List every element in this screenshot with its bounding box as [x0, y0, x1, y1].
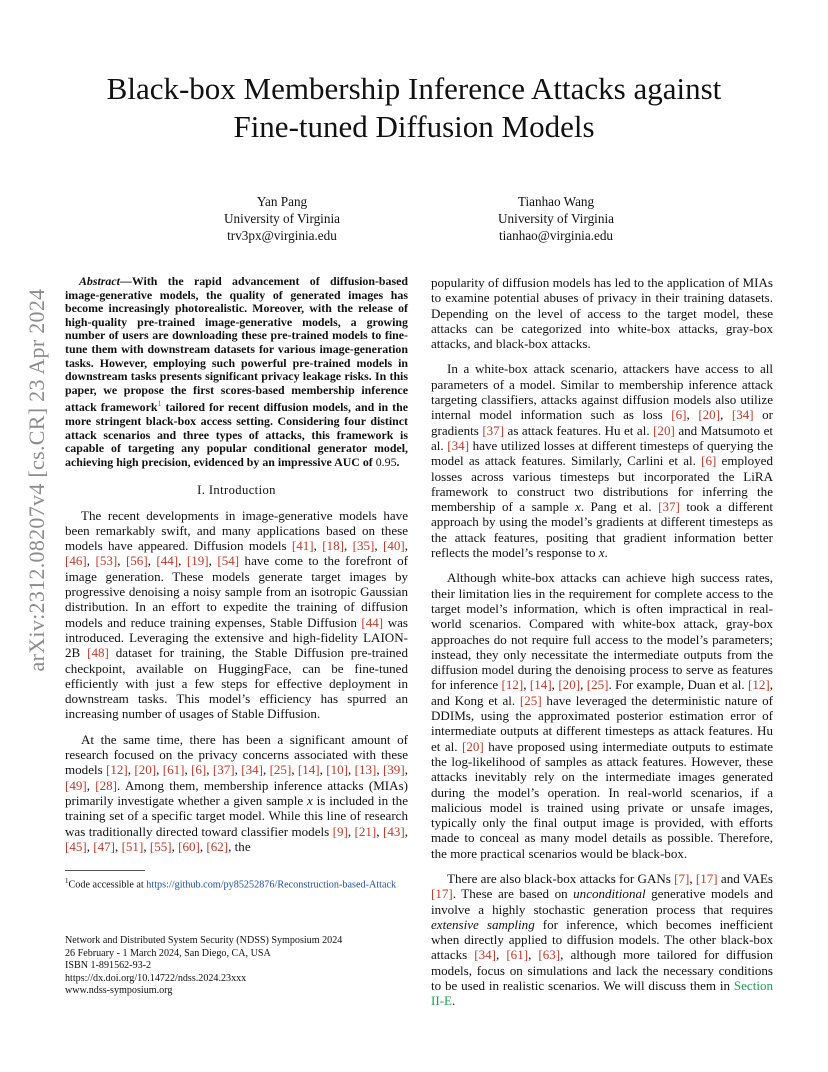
- paragraph: There are also black-box attacks for GANs [7], [17] and VAEs [17]. These are based on unconditional generative models and involve a highly stochastic generation process that requires extensive sampling for inference, which becomes inefficient when directly applied to diffusion models. The other black-box attacks [34], [61], [63], although more tailored for diffusion models, focus on simulations and lack the necessary conditions to be used in realistic scenarios. We will discuss them in Section II-E.: [431, 870, 773, 1009]
- citation-link[interactable]: [20]: [698, 407, 721, 423]
- citation-link[interactable]: [39]: [382, 762, 405, 778]
- citation-link[interactable]: [6]: [701, 453, 717, 469]
- citation-link[interactable]: [43]: [382, 823, 405, 839]
- doi-link[interactable]: https://dx.doi.org/10.14722/ndss.2024.23xxx: [65, 972, 247, 984]
- paragraph: At the same time, there has been a significant amount of research focused on the privacy concerns associated with these models [12], [20], [61], [6], [37], [34], [25], [14], [10], [13], [39], [49], [28]. Among them, membership inference attacks (MIAs) primarily investigate whether a given sample x is included in the training set of a specific target model. While this line of research was traditionally directed toward classifier models [9], [21], [43], [45], [47], [51], [55], [60], [62], the: [65, 731, 408, 854]
- author-block-1: [182, 193, 382, 244]
- arxiv-identifier: arXiv:2312.08207v4 [cs.CR] 23 Apr 2024: [24, 288, 49, 672]
- citation-link[interactable]: [53]: [95, 553, 118, 569]
- footnote-number: 1: [65, 877, 69, 885]
- title-line-2: Fine-tuned Diffusion Models: [233, 109, 595, 144]
- author-email[interactable]: trv3px@virginia.edu: [227, 228, 337, 243]
- citation-link[interactable]: [20]: [653, 422, 675, 438]
- author-email[interactable]: tianhao@virginia.edu: [498, 228, 614, 243]
- abstract-text-3: .: [396, 454, 400, 469]
- citation-link[interactable]: [61]: [506, 947, 529, 963]
- citation-link[interactable]: [6]: [671, 407, 687, 423]
- conference-line: 26 February - 1 March 2024, San Diego, CA, USA: [65, 947, 271, 959]
- author-affiliation: University of Virginia: [224, 211, 340, 226]
- section-link[interactable]: Section II-E: [431, 978, 773, 1009]
- citation-link[interactable]: [60]: [178, 838, 200, 854]
- abstract-text-2: tailored for recent diffusion models, and in the more stringent black-box access setting. Considering four distinct attack scenarios and three types of attacks, this framework is capable of targeting any popular conditional generator model, achieving high precision, evidenced by an impressive AUC of: [65, 400, 408, 469]
- conference-info: [65, 935, 410, 998]
- conference-line: Network and Distributed System Security (NDSS) Symposium 2024: [65, 935, 343, 946]
- citation-link[interactable]: [48]: [87, 645, 109, 661]
- section-heading-introduction: I. Introduction: [197, 483, 276, 498]
- citation-link[interactable]: [61]: [162, 762, 185, 778]
- paragraph: In a white-box attack scenario, attackers have access to all parameters of a model. Similar to membership inference attack targeting classifiers, attacks against diffusion models also utilize internal model information such as loss [6], [20], [34] or gradients [37] as attack features. Hu et al. [20] and Matsumoto et al. [34] have utilized losses at different timesteps of querying the model as attack features. Similarly, Carlini et al. [6] employed losses across various timesteps but incorporated the LiRA framework to construct two distributions for inferring the membership of a sample x. Pang et al. [37] took a different approach by using the model’s gradients at different timesteps as the attack features, positing that gradient information better reflects the model’s response to x.: [431, 361, 774, 561]
- math-variable: x: [307, 792, 313, 808]
- citation-link[interactable]: [44]: [156, 553, 179, 569]
- citation-link[interactable]: [25]: [519, 692, 542, 708]
- author-name: Yan Pang: [256, 194, 308, 209]
- code-repository-link[interactable]: https://github.com/py85252876/Reconstruction-based-Attack: [146, 879, 397, 891]
- citation-link[interactable]: [37]: [658, 499, 680, 515]
- left-column: [65, 275, 408, 864]
- conference-line: ISBN 1-891562-93-2: [65, 960, 152, 971]
- abstract: [65, 275, 408, 469]
- emphasis: extensive sampling: [431, 916, 535, 932]
- citation-link[interactable]: [34]: [731, 407, 754, 423]
- citation-link[interactable]: [7]: [674, 870, 690, 886]
- citation-link[interactable]: [47]: [93, 838, 116, 854]
- citation-link[interactable]: [21]: [354, 823, 377, 839]
- citation-link[interactable]: [6]: [191, 762, 207, 778]
- math-variable: x: [598, 545, 605, 561]
- citation-link[interactable]: [41]: [291, 538, 314, 554]
- abstract-auc-value: 0.95: [375, 454, 397, 469]
- author-block-2: [456, 193, 656, 244]
- citation-link[interactable]: [18]: [322, 538, 344, 554]
- citation-link[interactable]: [20]: [462, 738, 484, 754]
- citation-link[interactable]: [14]: [529, 677, 552, 693]
- citation-link[interactable]: [34]: [447, 437, 470, 453]
- citation-link[interactable]: [49]: [65, 777, 87, 793]
- citation-link[interactable]: [13]: [354, 762, 377, 778]
- citation-link[interactable]: [34]: [241, 762, 263, 778]
- citation-link[interactable]: [20]: [134, 762, 157, 778]
- paragraph: The recent developments in image-generative models have been remarkably swift, and many applications based on these models have appeared. Diffusion models [41], [18], [35], [40], [46], [53], [56], [44], [19], [54] have come to the forefront of image generation. These models generate target images by progressive denoising a noisy sample from an isotropic Gaussian distribution. In an effort to expedite the training of diffusion models and reduce training expenses, Stable Diffusion [44] was introduced. Leveraging the extensive and high-fidelity LAION-2B [48] dataset for training, the Stable Diffusion pre-trained checkpoint, available on HuggingFace, can be fine-tuned efficiently with just a few steps for effective deployment in downstream tasks. This model’s efficiency has spurred an increasing number of usages of Stable Diffusion.: [65, 507, 409, 722]
- abstract-label: Abstract: [79, 274, 120, 288]
- citation-link[interactable]: [44]: [361, 614, 384, 630]
- citation-link[interactable]: [17]: [695, 870, 718, 886]
- footnote-rule: [65, 870, 145, 871]
- footnote: [65, 875, 410, 892]
- citation-link[interactable]: [12]: [106, 762, 128, 778]
- citation-link[interactable]: [12]: [748, 677, 770, 693]
- citation-link[interactable]: [17]: [431, 886, 453, 902]
- title-line-1: Black-box Membership Inference Attacks against: [106, 71, 722, 106]
- citation-link[interactable]: [10]: [326, 762, 348, 778]
- footnote-marker[interactable]: 1: [157, 399, 162, 409]
- paragraph: Although white-box attacks can achieve high success rates, their limitation lies in the requirement for complete access to the target model’s information, which is often impractical in real-world scenarios. Compared with white-box attack, gray-box approaches do not require full access to the model’s parameters; instead, they only necessitate the intermediate outputs from the diffusion model during the denoising process to serve as features for inference [12], [14], [20], [25]. For example, Duan et al. [12], and Kong et al. [25] have leveraged the deterministic nature of DDIMs, using the approximated posterior estimation error of intermediate outputs at different timesteps as attack features. Hu et al. [20] have proposed using intermediate outputs to estimate the log-likelihood of samples as attack features. However, these attacks inevitably rely on the intermediate images generated during the model’s operation. In real-world scenarios, if a malicious model is trained using private or unsafe images, typically only the final output image is provided, with efforts made to conceal as many model details as possible. Therefore, the more practical scenarios would be black-box.: [431, 570, 774, 861]
- website-link[interactable]: www.ndss-symposium.org: [65, 985, 173, 996]
- citation-link[interactable]: [20]: [558, 677, 581, 693]
- arxiv-side-stamp: [24, 285, 50, 675]
- citation-link[interactable]: [63]: [538, 947, 561, 963]
- citation-link[interactable]: [14]: [297, 762, 320, 778]
- citation-link[interactable]: [55]: [149, 838, 172, 854]
- citation-link[interactable]: [34]: [474, 947, 497, 963]
- citation-link[interactable]: [19]: [186, 553, 209, 569]
- citation-link[interactable]: [37]: [212, 762, 235, 778]
- abstract-text-1: —With the rapid advancement of diffusion-based image-generative models, the quality of generated images has become increasingly photorealistic. Moreover, with the release of high-quality pre-trained image-generative models, a growing number of users are downloading these pre-trained models to fine-tune them with downstream datasets for various image-generation tasks. However, employing such powerful pre-trained models in downstream tasks presents significant privacy leakage risks. In this paper, we propose the first scores-based membership inference attack framework: [65, 274, 408, 415]
- citation-link[interactable]: [25]: [269, 762, 292, 778]
- citation-link[interactable]: [28]: [95, 777, 118, 793]
- citation-link[interactable]: [25]: [586, 677, 609, 693]
- citation-link[interactable]: [12]: [501, 677, 524, 693]
- citation-link[interactable]: [45]: [65, 838, 87, 854]
- citation-link[interactable]: [51]: [121, 838, 144, 854]
- citation-link[interactable]: [37]: [482, 422, 505, 438]
- citation-link[interactable]: [54]: [217, 553, 240, 569]
- citation-link[interactable]: [9]: [332, 823, 348, 839]
- math-variable: x: [575, 499, 581, 515]
- citation-link[interactable]: [46]: [65, 553, 87, 569]
- citation-link[interactable]: [40]: [383, 538, 405, 554]
- footnote-prefix: Code accessible at: [68, 879, 147, 891]
- paragraph: popularity of diffusion models has led to the application of MIAs to examine potential abuses of privacy in their training datasets. Depending on the level of access to the target model, these attacks can be categorized into white-box attacks, gray-box attacks, and black-box attacks.: [431, 275, 773, 352]
- emphasis: unconditional: [573, 886, 646, 902]
- citation-link[interactable]: [62]: [206, 838, 229, 854]
- right-column: [431, 275, 773, 1019]
- author-affiliation: University of Virginia: [498, 211, 614, 226]
- citation-link[interactable]: [56]: [125, 553, 148, 569]
- author-name: Tianhao Wang: [517, 194, 595, 209]
- paper-title: [60, 70, 768, 146]
- citation-link[interactable]: [35]: [352, 538, 375, 554]
